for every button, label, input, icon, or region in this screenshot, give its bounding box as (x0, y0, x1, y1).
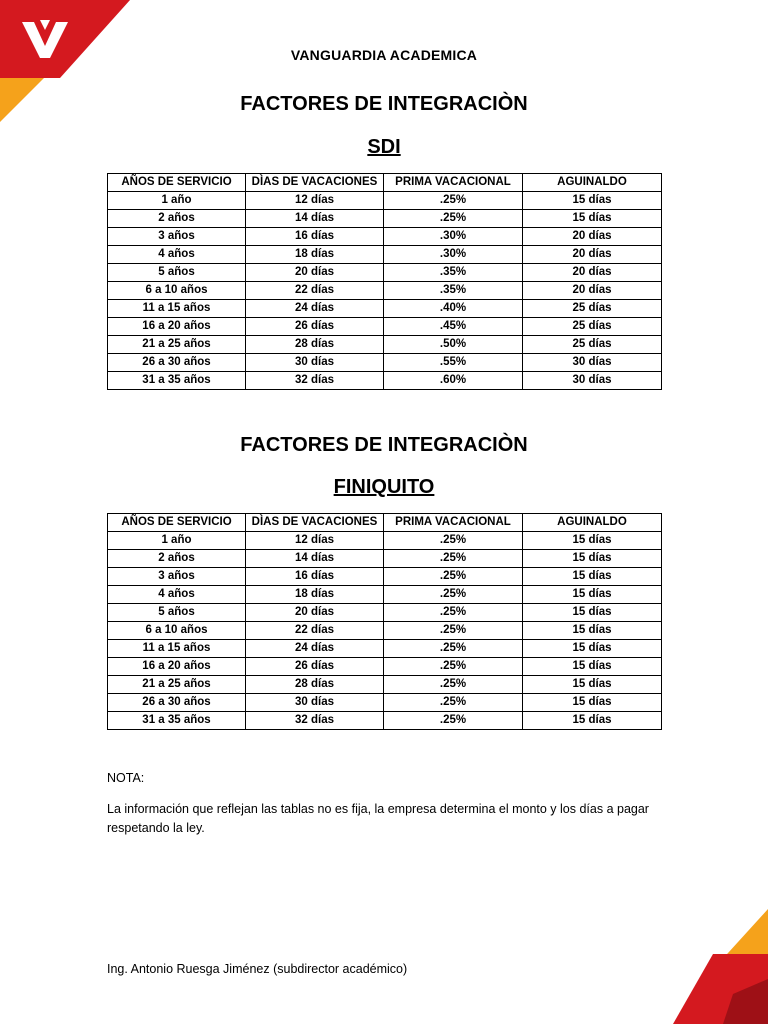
table-cell: .25% (384, 532, 523, 550)
table-cell: .25% (384, 586, 523, 604)
table-cell: 1 año (108, 532, 246, 550)
table-cell: 20 días (523, 264, 662, 282)
table-row (108, 604, 662, 622)
table-cell: 3 años (108, 568, 246, 586)
table-cell: 31 a 35 años (108, 372, 246, 390)
table-cell: .25% (384, 568, 523, 586)
table-cell: 30 días (246, 354, 384, 372)
table-row (108, 568, 662, 586)
finiquito-table (107, 513, 662, 730)
table-cell: 21 a 25 años (108, 676, 246, 694)
table-cell: 25 días (523, 336, 662, 354)
sdi-section-subtitle: SDI (367, 136, 401, 158)
note-text: La información que reflejan las tablas no es fija, la empresa determina el monto y los días a pagar respetando la ley. (107, 802, 649, 835)
note-label: NOTA: (107, 771, 145, 785)
table-row (108, 532, 662, 550)
table-cell: 16 a 20 años (108, 658, 246, 676)
table-cell: 11 a 15 años (108, 640, 246, 658)
table-row (108, 694, 662, 712)
table-cell: 15 días (523, 622, 662, 640)
table-cell: .55% (384, 354, 523, 372)
table-row (108, 246, 662, 264)
table-cell: 22 días (246, 282, 384, 300)
table-row (108, 300, 662, 318)
table-cell: 2 años (108, 210, 246, 228)
table-cell: 21 a 25 años (108, 336, 246, 354)
sdi-section-title: FACTORES DE INTEGRACIÒN (240, 93, 528, 115)
table-cell: 15 días (523, 640, 662, 658)
table-cell: 16 días (246, 568, 384, 586)
table-cell: .25% (384, 622, 523, 640)
table-cell: 30 días (523, 354, 662, 372)
table-cell: 20 días (523, 228, 662, 246)
table-cell: 14 días (246, 210, 384, 228)
table-cell: 16 días (246, 228, 384, 246)
table-cell: 20 días (246, 264, 384, 282)
table-cell: 20 días (523, 282, 662, 300)
table-cell: 15 días (523, 676, 662, 694)
table-cell: 26 a 30 años (108, 354, 246, 372)
red-corner-shape (0, 0, 130, 78)
table-cell: 26 días (246, 658, 384, 676)
table-cell: .35% (384, 264, 523, 282)
table-cell: 32 días (246, 372, 384, 390)
table-row (108, 318, 662, 336)
table-cell: 15 días (523, 658, 662, 676)
table-cell: 32 días (246, 712, 384, 730)
table-cell: 3 años (108, 228, 246, 246)
column-header: AÑOS DE SERVICIO (108, 514, 246, 532)
table-row (108, 282, 662, 300)
table-row (108, 586, 662, 604)
finiquito-section-title: FACTORES DE INTEGRACIÒN (240, 434, 528, 456)
table-cell: 15 días (523, 532, 662, 550)
column-header: AGUINALDO (523, 514, 662, 532)
table-cell: 20 días (523, 246, 662, 264)
table-cell: .25% (384, 658, 523, 676)
table-cell: .25% (384, 694, 523, 712)
table-cell: 4 años (108, 586, 246, 604)
table-cell: 5 años (108, 604, 246, 622)
sdi-table-body (108, 192, 662, 390)
table-cell: 1 año (108, 192, 246, 210)
table-cell: 18 días (246, 586, 384, 604)
table-cell: 14 días (246, 550, 384, 568)
table-cell: 15 días (523, 192, 662, 210)
table-cell: 12 días (246, 532, 384, 550)
column-header: DÌAS DE VACACIONES (246, 174, 384, 192)
table-row (108, 712, 662, 730)
table-cell: .25% (384, 676, 523, 694)
table-cell: .50% (384, 336, 523, 354)
table-cell: 24 días (246, 300, 384, 318)
table-row (108, 264, 662, 282)
table-cell: 26 días (246, 318, 384, 336)
column-header: DÌAS DE VACACIONES (246, 514, 384, 532)
table-cell: 15 días (523, 694, 662, 712)
table-cell: .30% (384, 246, 523, 264)
table-cell: 15 días (523, 568, 662, 586)
table-cell: 25 días (523, 318, 662, 336)
table-cell: 31 a 35 años (108, 712, 246, 730)
table-cell: 30 días (246, 694, 384, 712)
table-cell: 30 días (523, 372, 662, 390)
table-cell: 15 días (523, 550, 662, 568)
table-header-row (108, 514, 662, 532)
table-row (108, 550, 662, 568)
table-cell: .60% (384, 372, 523, 390)
sdi-table (107, 173, 662, 390)
table-cell: .25% (384, 712, 523, 730)
table-row (108, 228, 662, 246)
table-cell: 22 días (246, 622, 384, 640)
table-row (108, 192, 662, 210)
column-header: PRIMA VACACIONAL (384, 514, 523, 532)
table-cell: 15 días (523, 712, 662, 730)
table-header-row (108, 174, 662, 192)
table-cell: 4 años (108, 246, 246, 264)
table-row (108, 640, 662, 658)
finiquito-table-body (108, 532, 662, 730)
table-row (108, 658, 662, 676)
table-cell: 24 días (246, 640, 384, 658)
column-header: AÑOS DE SERVICIO (108, 174, 246, 192)
table-cell: 26 a 30 años (108, 694, 246, 712)
table-cell: 15 días (523, 604, 662, 622)
table-row (108, 372, 662, 390)
table-cell: 12 días (246, 192, 384, 210)
table-cell: .25% (384, 640, 523, 658)
table-cell: 6 a 10 años (108, 622, 246, 640)
table-cell: 28 días (246, 336, 384, 354)
table-cell: 18 días (246, 246, 384, 264)
table-cell: 5 años (108, 264, 246, 282)
table-cell: 6 a 10 años (108, 282, 246, 300)
table-row (108, 354, 662, 372)
table-cell: 20 días (246, 604, 384, 622)
table-cell: 2 años (108, 550, 246, 568)
table-cell: .25% (384, 604, 523, 622)
table-cell: 25 días (523, 300, 662, 318)
table-cell: .35% (384, 282, 523, 300)
finiquito-section-subtitle: FINIQUITO (333, 476, 435, 498)
column-header: AGUINALDO (523, 174, 662, 192)
table-cell: .25% (384, 192, 523, 210)
table-cell: 28 días (246, 676, 384, 694)
table-row (108, 622, 662, 640)
table-cell: .40% (384, 300, 523, 318)
table-cell: .45% (384, 318, 523, 336)
table-cell: 11 a 15 años (108, 300, 246, 318)
table-cell: 16 a 20 años (108, 318, 246, 336)
table-cell: .25% (384, 210, 523, 228)
table-cell: 15 días (523, 210, 662, 228)
table-cell: .30% (384, 228, 523, 246)
column-header: PRIMA VACACIONAL (384, 174, 523, 192)
brand-corner-bottom-right (673, 909, 768, 1024)
table-row (108, 210, 662, 228)
table-cell: .25% (384, 550, 523, 568)
table-row (108, 676, 662, 694)
table-cell: 15 días (523, 586, 662, 604)
signature-line: Ing. Antonio Ruesga Jiménez (subdirector académico) (107, 962, 408, 976)
organization-name: VANGUARDIA ACADEMICA (290, 47, 478, 63)
table-row (108, 336, 662, 354)
